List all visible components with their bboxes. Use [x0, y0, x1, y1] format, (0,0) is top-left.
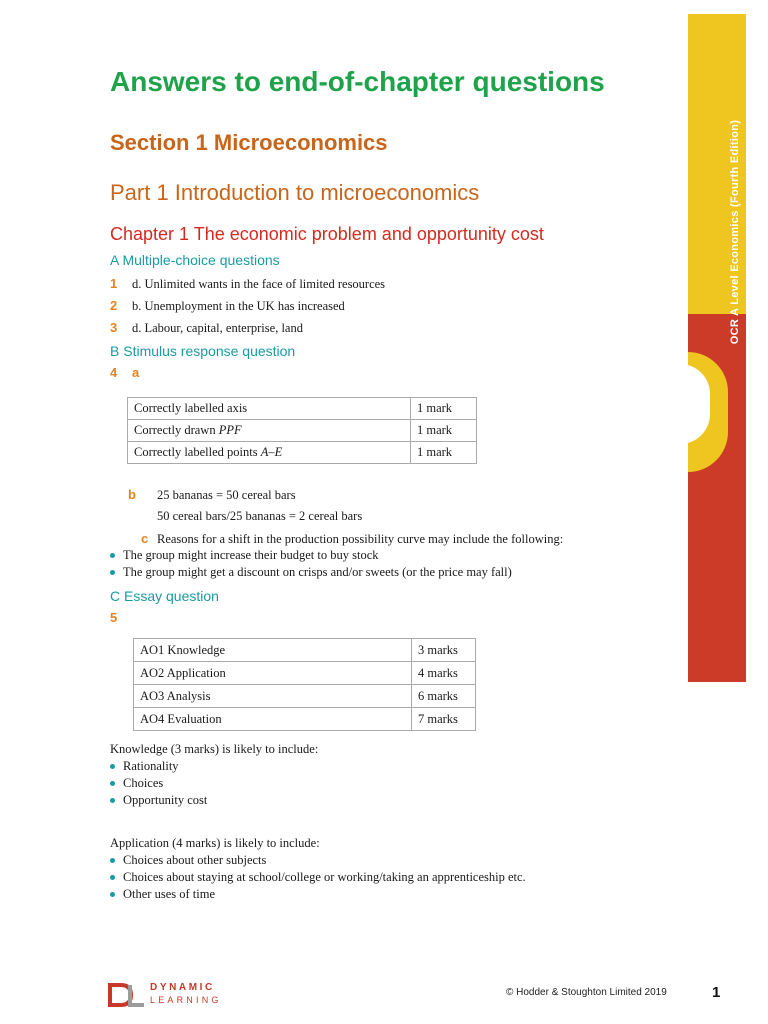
application-intro: Application (4 marks) is likely to include: [110, 836, 320, 850]
copyright-notice: © Hodder & Stoughton Limited 2019 [506, 987, 667, 998]
part-b-line-1: 25 bananas = 50 cereal bars [157, 488, 296, 502]
knowledge-intro: Knowledge (3 marks) is likely to include: [110, 742, 319, 756]
criterion-cell: AO2 Application [134, 662, 412, 685]
table-row [128, 442, 477, 464]
bullet-text: Other uses of time [123, 887, 215, 901]
bullet-icon [110, 798, 115, 803]
question-number: 5 [110, 610, 118, 625]
question-number: 4 [110, 365, 118, 380]
criterion-cell: Correctly labelled points A–E [128, 442, 411, 464]
question-4 [110, 365, 139, 381]
question-number: 1 [110, 276, 118, 291]
list-item [110, 870, 526, 885]
bullet-text: Choices about other subjects [123, 853, 267, 867]
question-2 [110, 298, 345, 314]
mark-cell: 1 mark [411, 420, 477, 442]
question-5 [110, 610, 132, 626]
part-b-line-2: 50 cereal bars/25 bananas = 2 cereal bars [157, 509, 363, 523]
bullet-text: Opportunity cost [123, 793, 208, 807]
part-b-row [128, 487, 296, 503]
bullet-text: Choices [123, 776, 164, 790]
marks-table-q4 [127, 397, 477, 464]
logo-word-dynamic: DYNAMIC [150, 982, 215, 993]
list-item [110, 759, 179, 774]
table-row [128, 420, 477, 442]
list-item [110, 565, 512, 580]
banner-title: OCR A Level Economics (Fourth Edition) [729, 119, 741, 345]
question-1 [110, 276, 385, 292]
question-3 [110, 320, 303, 336]
bullet-text: The group might get a discount on crisps and/or sweets (or the price may fall) [123, 565, 512, 579]
dynamic-learning-logo [108, 980, 228, 1010]
section-a-heading: A Multiple-choice questions [110, 252, 280, 268]
mark-cell: 6 marks [412, 685, 476, 708]
list-item [110, 548, 379, 563]
bullet-icon [110, 764, 115, 769]
table-row [128, 398, 477, 420]
answer-text: d. Labour, capital, enterprise, land [132, 321, 303, 335]
part-letter-b: b [128, 487, 136, 502]
list-item [110, 853, 266, 868]
part-heading: Part 1 Introduction to microeconomics [110, 180, 480, 205]
answer-text: b. Unemployment in the UK has increased [132, 299, 345, 313]
criterion-cell: Correctly labelled axis [128, 398, 411, 420]
table-row [134, 639, 476, 662]
marks-table-q5 [133, 638, 476, 731]
table-row [134, 685, 476, 708]
mark-cell: 1 mark [411, 442, 477, 464]
list-item [110, 776, 163, 791]
section-heading: Section 1 Microeconomics [110, 130, 388, 155]
criterion-cell: AO1 Knowledge [134, 639, 412, 662]
bullet-icon [110, 570, 115, 575]
bullet-text: Choices about staying at school/college or working/taking an apprenticeship etc. [123, 870, 526, 884]
chapter-heading: Chapter 1 The economic problem and opportunity cost [110, 224, 544, 244]
bullet-text: Rationality [123, 759, 179, 773]
table-row [134, 662, 476, 685]
question-number: 2 [110, 298, 118, 313]
bullet-icon [110, 875, 115, 880]
bullet-icon [110, 858, 115, 863]
answer-text: d. Unlimited wants in the face of limited resources [132, 277, 386, 291]
criterion-cell: Correctly drawn PPF [128, 420, 411, 442]
page-number: 1 [712, 984, 721, 1001]
page-title: Answers to end-of-chapter questions [110, 66, 605, 97]
side-banner [688, 14, 746, 682]
mark-cell: 4 marks [412, 662, 476, 685]
part-c-row [141, 531, 563, 547]
bullet-icon [110, 892, 115, 897]
bullet-icon [110, 781, 115, 786]
question-number: 3 [110, 320, 118, 335]
list-item [110, 793, 207, 808]
bullet-text: The group might increase their budget to buy stock [123, 548, 379, 562]
part-letter-a: a [132, 365, 140, 380]
criterion-cell: AO3 Analysis [134, 685, 412, 708]
bullet-icon [110, 553, 115, 558]
section-c-heading: C Essay question [110, 588, 219, 604]
table-row [134, 708, 476, 731]
mark-cell: 3 marks [412, 639, 476, 662]
criterion-cell: AO4 Evaluation [134, 708, 412, 731]
mark-cell: 7 marks [412, 708, 476, 731]
section-b-heading: B Stimulus response question [110, 343, 296, 359]
part-c-text: Reasons for a shift in the production possibility curve may include the following: [157, 532, 564, 546]
list-item [110, 887, 215, 902]
part-letter-c: c [141, 531, 149, 546]
logo-word-learning: LEARNING [150, 995, 222, 1005]
dl-logo-icon [108, 982, 146, 1008]
mark-cell: 1 mark [411, 398, 477, 420]
